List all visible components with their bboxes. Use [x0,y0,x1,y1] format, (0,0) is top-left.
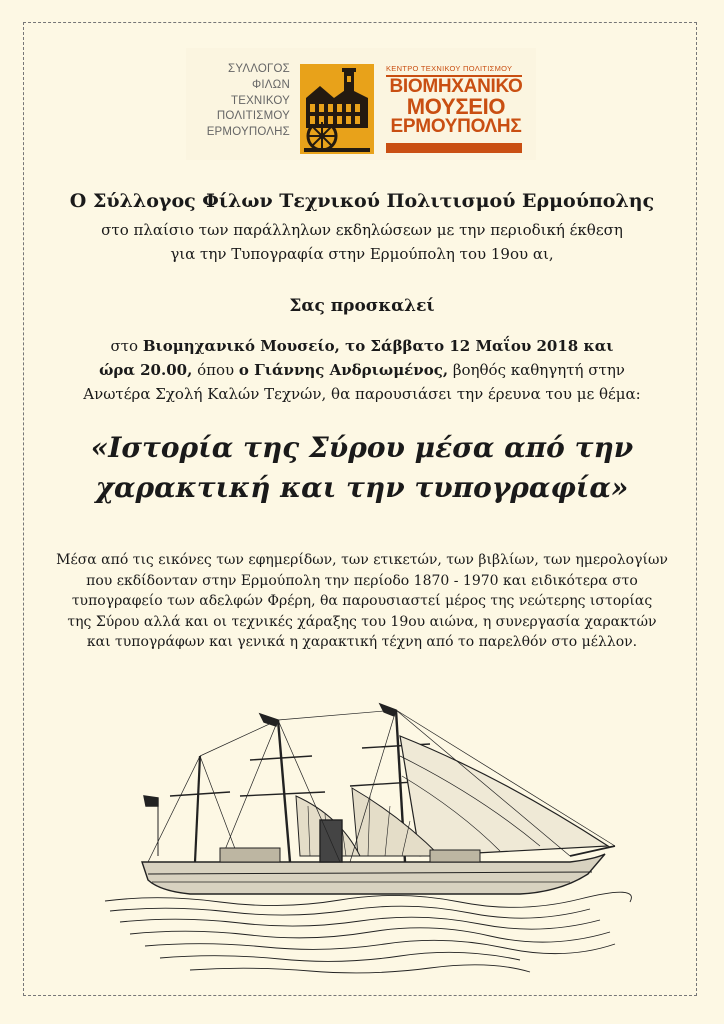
museum-logo-text [386,78,526,136]
description-line: Μέσα από τις εικόνες των εφημερίδων, των ετικετών, των βιβλίων, των ημερολογίων [56,552,668,568]
description [30,550,694,653]
description-line: και τυπογράφων και γενικά η χαρακτική τέχνη από το παρελθόν στο μέλλον. [86,634,638,650]
society-line: ΦΙΛΩΝ [252,78,290,91]
event-details [30,334,694,406]
talk-title [30,428,694,508]
sailing-steamship-illustration [100,696,640,986]
center-label: ΚΕΝΤΡΟ ΤΕΧΝΙΚΟΥ ΠΟΛΙΤΙΣΜΟΥ [386,64,513,73]
details-time: ώρα 20.00, [99,361,193,379]
museum-building-emblem-icon [300,64,374,154]
mast-main [278,720,290,862]
description-line: τυπογραφείο των αδελφών Φρέρη, θα παρουσιαστεί μέρος της νεώτερης ιστορίας [71,593,653,609]
society-line: ΤΕΧΝΙΚΟΥ [230,94,290,107]
details-line-1 [30,334,694,358]
society-line: ΕΡΜΟΥΠΟΛΗΣ [206,126,290,139]
logo-banner [186,48,536,160]
sea-waves [105,892,631,973]
context-text [30,218,694,266]
society-line: ΠΟΛΙΤΙΣΜΟΥ [216,110,290,123]
fore-sails [400,736,608,856]
logo-rule-bottom [386,143,522,153]
talk-title-line: χαρακτική και την τυπογραφία» [95,471,629,504]
museum-line: ΒΙΟΜΗΧΑΝΙΚΟ [389,76,523,97]
organizer-title: Ο Σύλλογος Φίλων Τεχνικού Πολιτισμού Ερμούπολης [69,190,655,212]
details-line-2 [30,358,694,382]
mast-rear [195,756,200,862]
context-line: στο πλαίσιο των παράλληλων εκδηλώσεων με την περιοδική έκθεση [101,221,623,239]
details-text: στο [110,337,143,355]
museum-line: ΜΟΥΣΕΙΟ [406,94,506,119]
invites-heading: Σας προσκαλεί [289,296,435,316]
details-text: όπου [192,361,239,379]
description-line: της Σύρου αλλά και οι τεχνικές χάραξης του 19ου αιώνα, η συνεργασία χαρακτών [67,613,657,630]
context-line: για την Τυπογραφία στην Ερμούπολη του 19ου αι, [170,245,554,263]
details-venue-date: Βιομηχανικό Μουσείο, το Σάββατο 12 Μαΐου 2018 και [142,337,614,355]
society-logo-text [186,62,290,141]
details-line-3: Ανωτέρα Σχολή Καλών Τεχνών, θα παρουσιάσει την έρευνα του με θέμα: [83,385,641,403]
details-speaker: ο Γιάννης Ανδριωμένος, [238,361,449,379]
details-text: βοηθός καθηγητή στην [448,361,625,379]
description-line: που εκδίδονταν στην Ερμούπολη την περίοδο 1870 - 1970 και ειδικότερα στο [86,572,638,589]
society-line: ΣΥΛΛΟΓΟΣ [228,63,290,75]
talk-title-line: «Ιστορία της Σύρου μέσα από την [90,431,634,464]
museum-line: ΕΡΜΟΥΠΟΛΗΣ [390,116,522,137]
